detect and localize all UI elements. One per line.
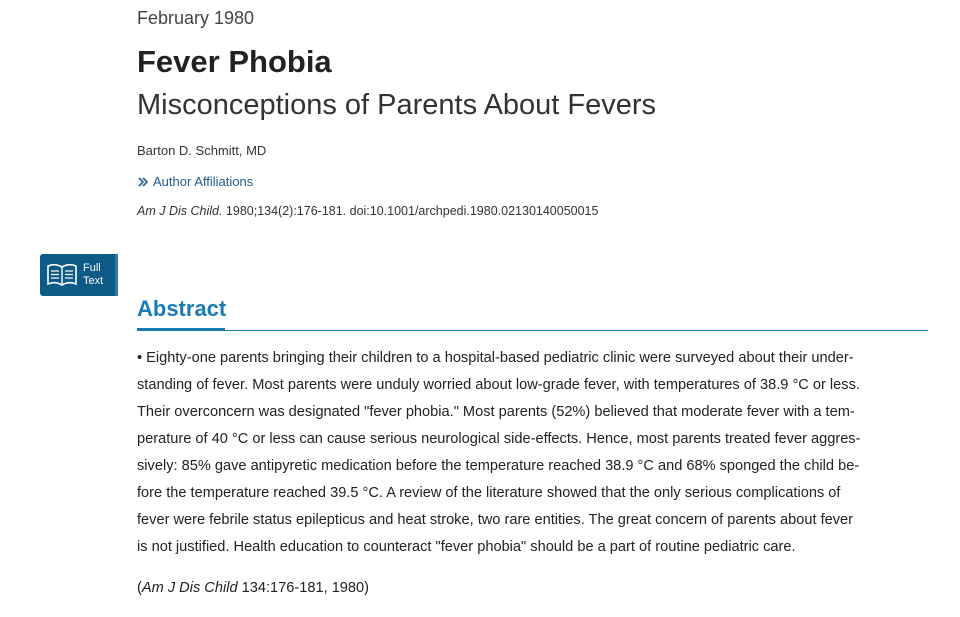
- abstract-reference: [137, 580, 369, 596]
- reference-journal: Am J Dis Child: [141, 580, 238, 596]
- abstract-line: standing of fever. Most parents were unduly worried about low-grade fever, with temperatures of 38.9 °C or less.: [137, 377, 860, 393]
- abstract-line: fever were febrile status epilepticus and heat stroke, two rare entities. The great concern of parents about fever: [137, 512, 854, 528]
- full-text-label-line2: Text: [83, 275, 104, 287]
- citation-details: 1980;134(2):176-181. doi:10.1001/archpedi.1980.02130140050015: [222, 204, 599, 218]
- author-name: Barton D. Schmitt, MD: [137, 143, 267, 158]
- full-text-label-line1: Full: [83, 262, 101, 274]
- article-title: Fever Phobia: [137, 44, 332, 79]
- reference-open-paren: (: [137, 580, 142, 596]
- abstract-line: is not justified. Health education to counteract "fever phobia" should be a part of routine pediatric care.: [137, 539, 796, 555]
- author-affiliations-label: Author Affiliations: [153, 174, 254, 189]
- abstract-heading: Abstract: [137, 296, 227, 321]
- publication-date: February 1980: [137, 8, 255, 28]
- reference-details: 134:176-181, 1980): [237, 580, 370, 596]
- full-text-label: [83, 262, 103, 288]
- abstract-line: fore the temperature reached 39.5 °C. A review of the literature showed that the only serious complications of: [137, 485, 841, 501]
- book-icon: [46, 262, 78, 288]
- double-chevron-right-icon: [137, 176, 149, 188]
- abstract-line: • Eighty-one parents bringing their children to a hospital-based pediatric clinic were surveyed about their under-: [137, 350, 854, 366]
- full-text-button[interactable]: [40, 254, 118, 296]
- abstract-line: Their overconcern was designated "fever phobia." Most parents (52%) believed that moderate fever with a tem-: [137, 404, 855, 420]
- citation-journal: Am J Dis Child.: [137, 204, 223, 218]
- author-affiliations-link[interactable]: [137, 174, 253, 189]
- abstract-body: [137, 345, 932, 561]
- abstract-line: perature of 40 °C or less can cause serious neurological side-effects. Hence, most parents treated fever aggres-: [137, 431, 861, 447]
- article-subtitle: Misconceptions of Parents About Fevers: [137, 89, 657, 121]
- citation: [137, 204, 598, 218]
- abstract-divider: [137, 330, 928, 331]
- abstract-line: sively: 85% gave antipyretic medication before the temperature reached 38.9 °C and 68% sponged the child be-: [137, 458, 860, 474]
